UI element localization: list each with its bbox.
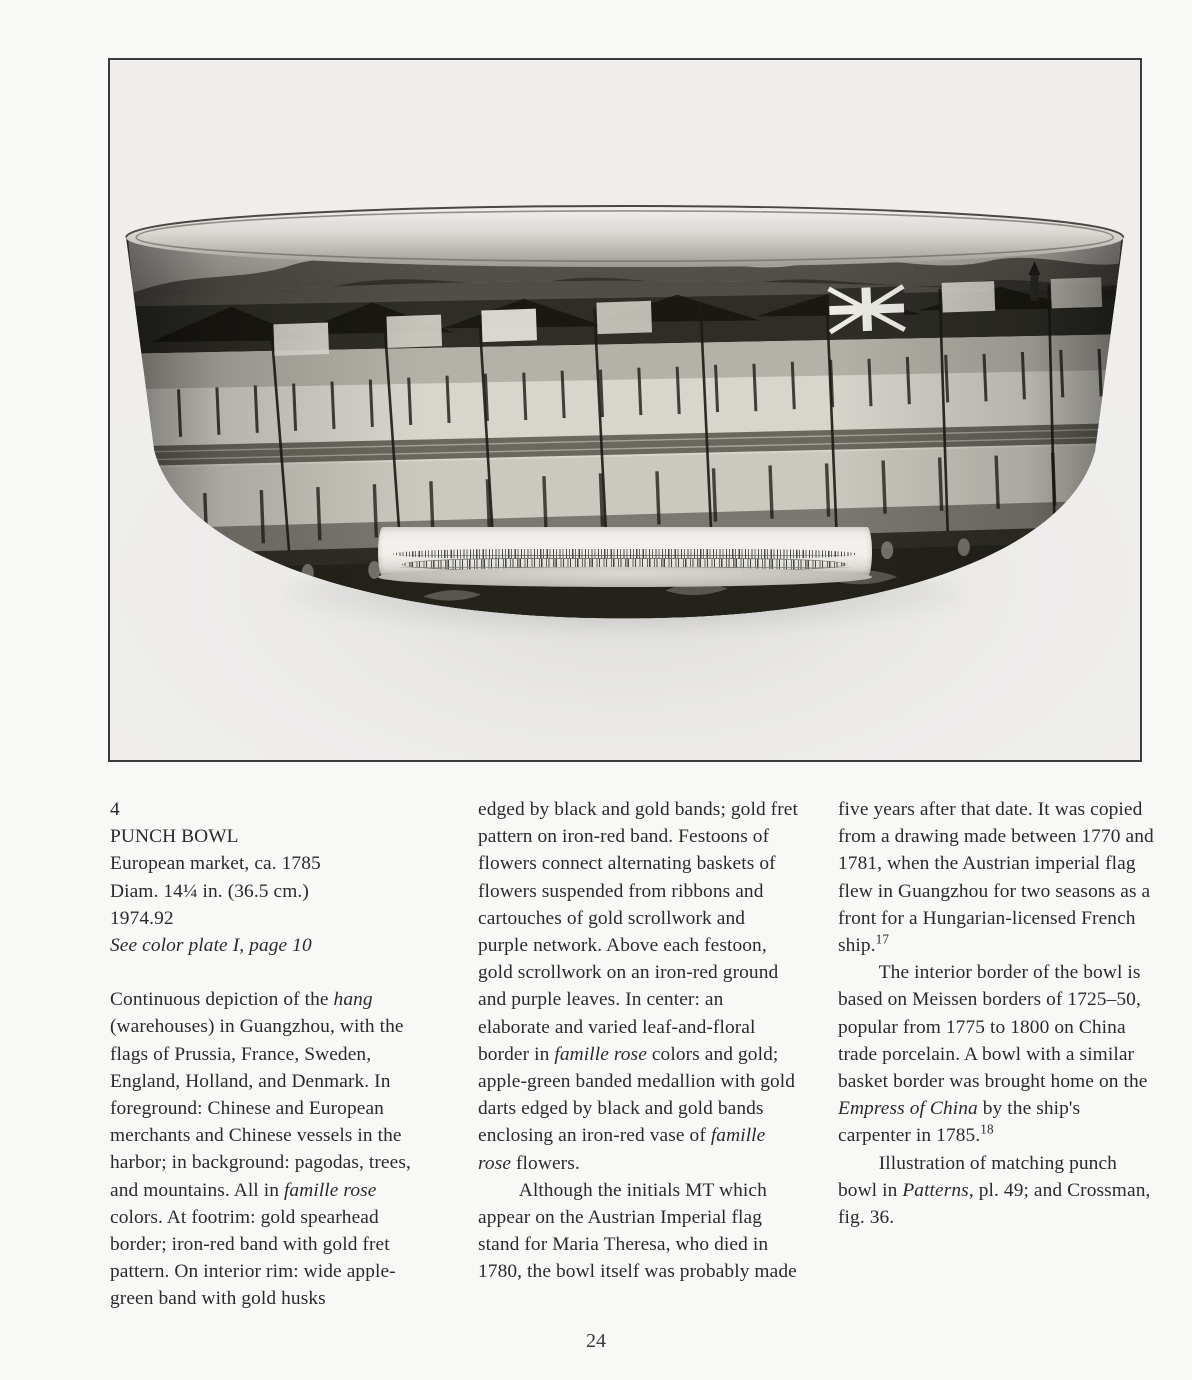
entry-title: PUNCH BOWL — [110, 826, 239, 848]
description-paragraph-3 — [838, 959, 1156, 1149]
column-gap — [110, 959, 434, 986]
desc-seg-2: (warehouses) in Guangzhou, with the flags of Prussia, France, Sweden, England, Holland, and Denmark. In foreground: Chinese and European merchants and Chinese vessels in the harbor; in background: pagodas, trees, and mountains. All in — [110, 1016, 411, 1201]
plate-photograph-frame — [108, 58, 1142, 762]
description-paragraph-2: Although the initials MT which appear on the Austrian Imperial flag stand for Maria Theresa, who died in 1780, the bowl itself was probably made — [478, 1179, 797, 1283]
desc2-seg-3: flowers. — [511, 1152, 580, 1174]
desc-italic-empress-of-china: Empress of China — [838, 1098, 978, 1120]
description-paragraph-1-continued — [478, 796, 798, 1177]
text-column-2 — [478, 796, 798, 1286]
description-paragraph-4 — [838, 1150, 1156, 1232]
catalogue-text-columns — [0, 796, 1192, 1310]
page-number: 24 — [586, 1330, 606, 1352]
desc2-seg-1: edged by black and gold bands; gold fret pattern on iron-red band. Festoons of flowers connect alternating baskets of flowers suspended from ribbons and cartouches of gold scrollwork and purple network. Above each festoon, gold scrollwork on an iron-red ground and purple leaves. In center: an elaborate and varied leaf-and-floral border in — [478, 799, 798, 1065]
desc4-seg-1: The interior border of the bowl is based on Meissen borders of 1725–50, popular from 1775 to 1800 on China trade porcelain. A bowl with a similar basket border was brought home on the — [838, 962, 1148, 1093]
desc3-seg-1: five years after that date. It was copied from a drawing made between 1770 and 1781, when the Austrian imperial flag flew in Guangzhou for two seasons as a front for a Hungarian-licensed French ship. — [838, 799, 1154, 957]
entry-accession-number: 1974.92 — [110, 907, 174, 929]
punch-bowl-image — [120, 204, 1129, 638]
entry-plate-reference: See color plate I, page 10 — [110, 935, 312, 957]
desc4-seg-2: by the ship's carpenter in 1785. — [838, 1098, 1081, 1147]
description-paragraph-1 — [110, 986, 434, 1312]
desc2-seg-2: colors and gold; apple-green banded medallion with gold darts edged by black and gold bands enclosing an iron-red vase of — [478, 1043, 796, 1147]
desc-italic-patterns: Patterns — [902, 1179, 969, 1201]
entry-market-date: European market, ca. 1785 — [110, 853, 321, 875]
entry-number: 4 — [110, 799, 120, 820]
desc-italic-famille-rose-1: famille rose — [283, 1179, 377, 1201]
footnote-marker-18: 18 — [980, 1121, 994, 1137]
desc-italic-famille-rose-2: famille rose — [554, 1043, 647, 1065]
bowl-footrim — [378, 527, 873, 577]
footrim-base — [378, 567, 873, 587]
plate-photograph — [110, 60, 1140, 760]
text-column-3 — [838, 796, 1156, 1231]
entry-dimensions: Diam. 14¼ in. (36.5 cm.) — [110, 880, 309, 902]
description-paragraph-2-continued — [838, 796, 1156, 959]
footnote-marker-17: 17 — [875, 931, 890, 947]
desc-seg-3: colors. At footrim: gold spearhead border; iron-red band with gold fret pattern. On interior rim: wide apple-green band with gold husks — [110, 1206, 396, 1310]
desc-italic-famille-rose-3: famille rose — [478, 1125, 766, 1174]
desc5-seg-2: , pl. 49; and Crossman, fig. 36. — [838, 1179, 1151, 1229]
text-column-1 — [110, 796, 434, 1313]
desc5-seg-1: Illustration of matching punch bowl in — [838, 1152, 1117, 1201]
desc-italic-hang: hang — [333, 989, 373, 1011]
desc-seg-1: Continuous depiction of the — [110, 989, 334, 1011]
